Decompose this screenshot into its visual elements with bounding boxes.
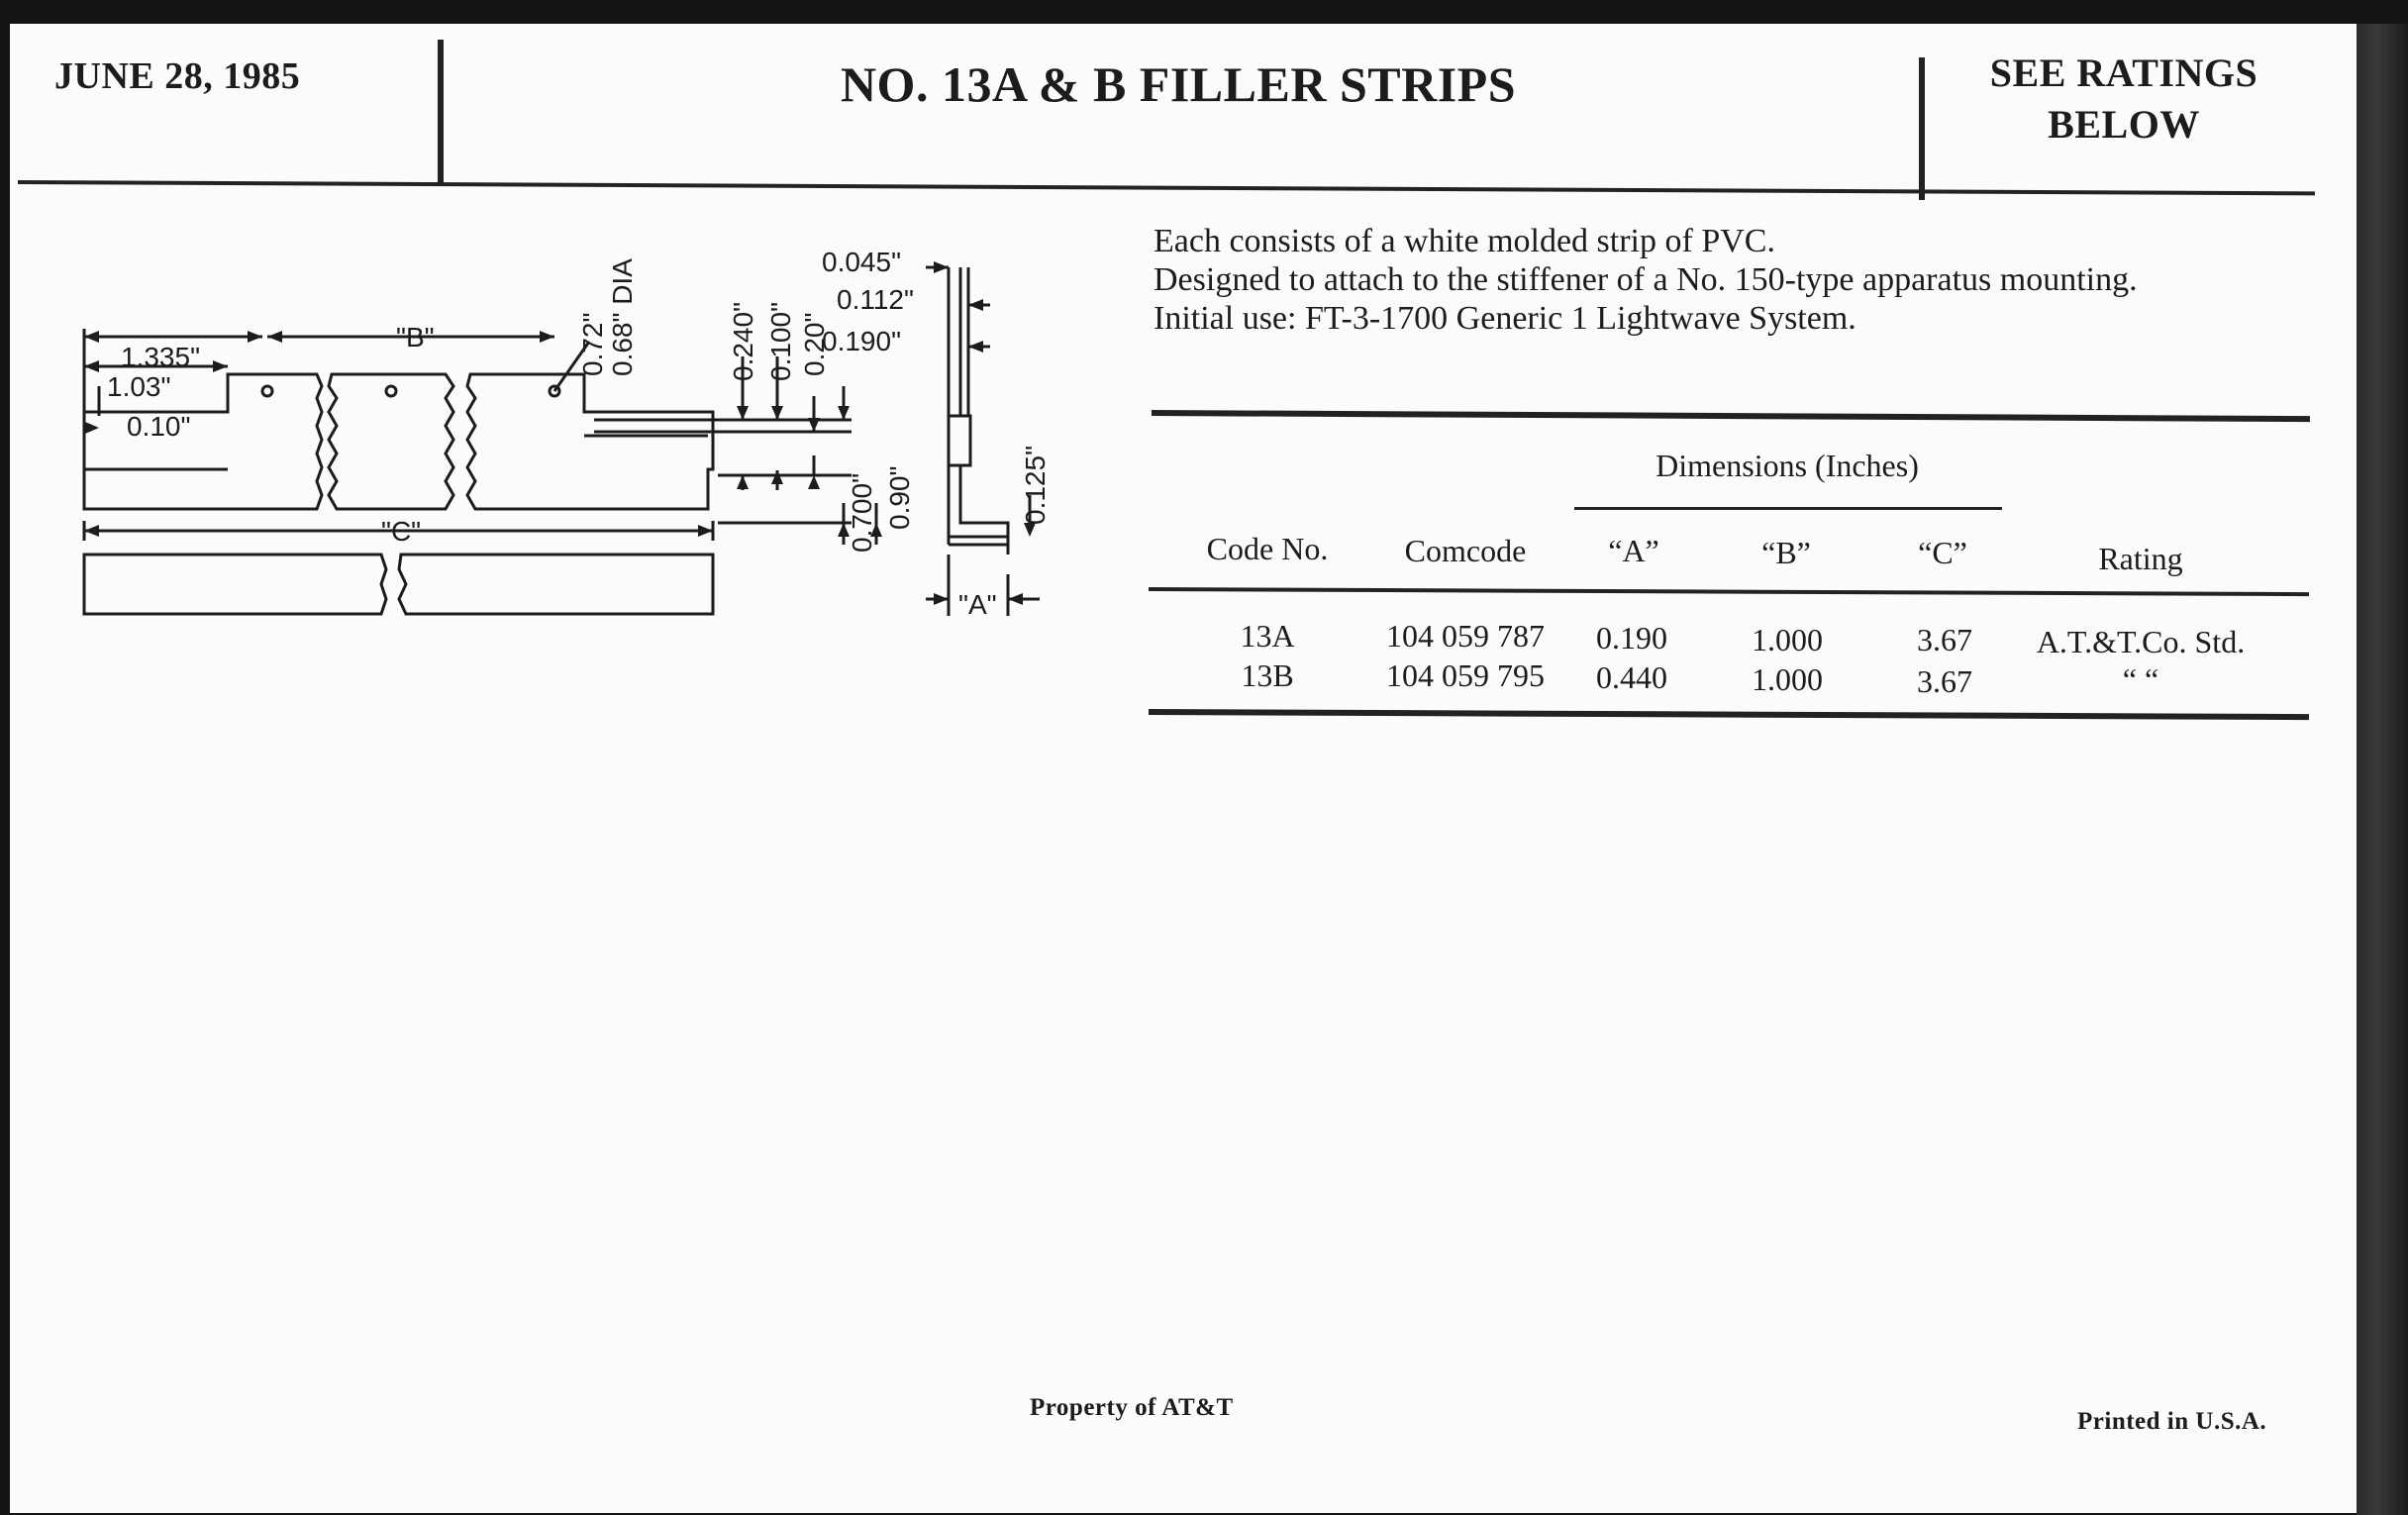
dim-b: "B" <box>396 322 435 353</box>
row-13a-comcode: 104 059 787 <box>1386 618 1545 654</box>
ratings-note <box>1926 48 2322 151</box>
row-13a-rating: A.T.&T.Co. Std. <box>2036 624 2246 659</box>
ratings-note-line1: SEE RATINGS <box>1989 50 2258 95</box>
description-line-1: Each consists of a white molded strip of PVC. <box>1154 223 1775 259</box>
dimensions-group-header: Dimensions (Inches) <box>1656 448 1919 483</box>
dim-c: "C" <box>381 516 422 547</box>
col-header-rating: Rating <box>2098 541 2183 576</box>
row-13b-comcode: 104 059 795 <box>1386 657 1545 693</box>
strip-lower-right <box>399 555 713 614</box>
dim-0700: 0.700" <box>847 472 877 553</box>
col-header-a: “A” <box>1608 533 1659 568</box>
ratings-note-line2: BELOW <box>2048 102 2200 147</box>
dim-0240: 0.240" <box>728 301 758 381</box>
row-13b-c: 3.67 <box>1917 663 1972 699</box>
col-header-comcode: Comcode <box>1404 533 1527 568</box>
dim-020: 0.20" <box>799 312 830 376</box>
row-13a-b: 1.000 <box>1752 622 1823 657</box>
row-13b-b: 1.000 <box>1752 661 1823 697</box>
dimensions-group-rule <box>1574 507 2002 510</box>
strip-lower-left <box>84 555 386 614</box>
dim-0045: 0.045" <box>822 247 902 277</box>
row-13a-c: 3.67 <box>1917 622 1972 657</box>
filler-strip-drawing <box>40 228 1079 693</box>
scan-edge <box>2357 24 2408 1515</box>
description-line-2: Designed to attach to the stiffener of a No. 150-type apparatus mounting. <box>1154 261 2138 298</box>
dim-0112: 0.112" <box>837 284 914 315</box>
printed-note: Printed in U.S.A. <box>2077 1408 2267 1435</box>
strip-middle-segment <box>329 374 453 509</box>
row-13b-rating: “ “ <box>2122 661 2159 697</box>
dim-010: 0.10" <box>127 411 191 442</box>
row-13a-a: 0.190 <box>1596 620 1667 656</box>
dim-1335: 1.335" <box>121 342 201 372</box>
sheet-title: NO. 13A & B FILLER STRIPS <box>840 56 1517 112</box>
row-13a-code: 13A <box>1240 618 1295 654</box>
col-header-c: “C” <box>1918 535 1967 570</box>
sheet-date: JUNE 28, 1985 <box>54 55 301 97</box>
property-note: Property of AT&T <box>1030 1394 1234 1421</box>
dim-072: 0.72" <box>577 312 608 376</box>
col-header-code: Code No. <box>1206 531 1329 566</box>
dim-0125: 0.125" <box>1020 445 1051 525</box>
dim-a: "A" <box>958 589 997 620</box>
header-divider-right <box>1919 57 1925 200</box>
description-line-3: Initial use: FT-3-1700 Generic 1 Lightwave System. <box>1154 300 1856 337</box>
row-13b-a: 0.440 <box>1596 659 1667 695</box>
dim-0100: 0.100" <box>765 301 796 381</box>
row-13b-code: 13B <box>1241 657 1294 693</box>
description <box>1154 222 2138 338</box>
dim-0190: 0.190" <box>822 326 902 356</box>
dim-068-dia: 0.68" DIA <box>607 258 638 376</box>
col-header-b: “B” <box>1761 535 1811 570</box>
strip-right-segment <box>467 374 713 509</box>
dim-090: 0.90" <box>884 465 915 530</box>
dim-103: 1.03" <box>107 371 171 402</box>
